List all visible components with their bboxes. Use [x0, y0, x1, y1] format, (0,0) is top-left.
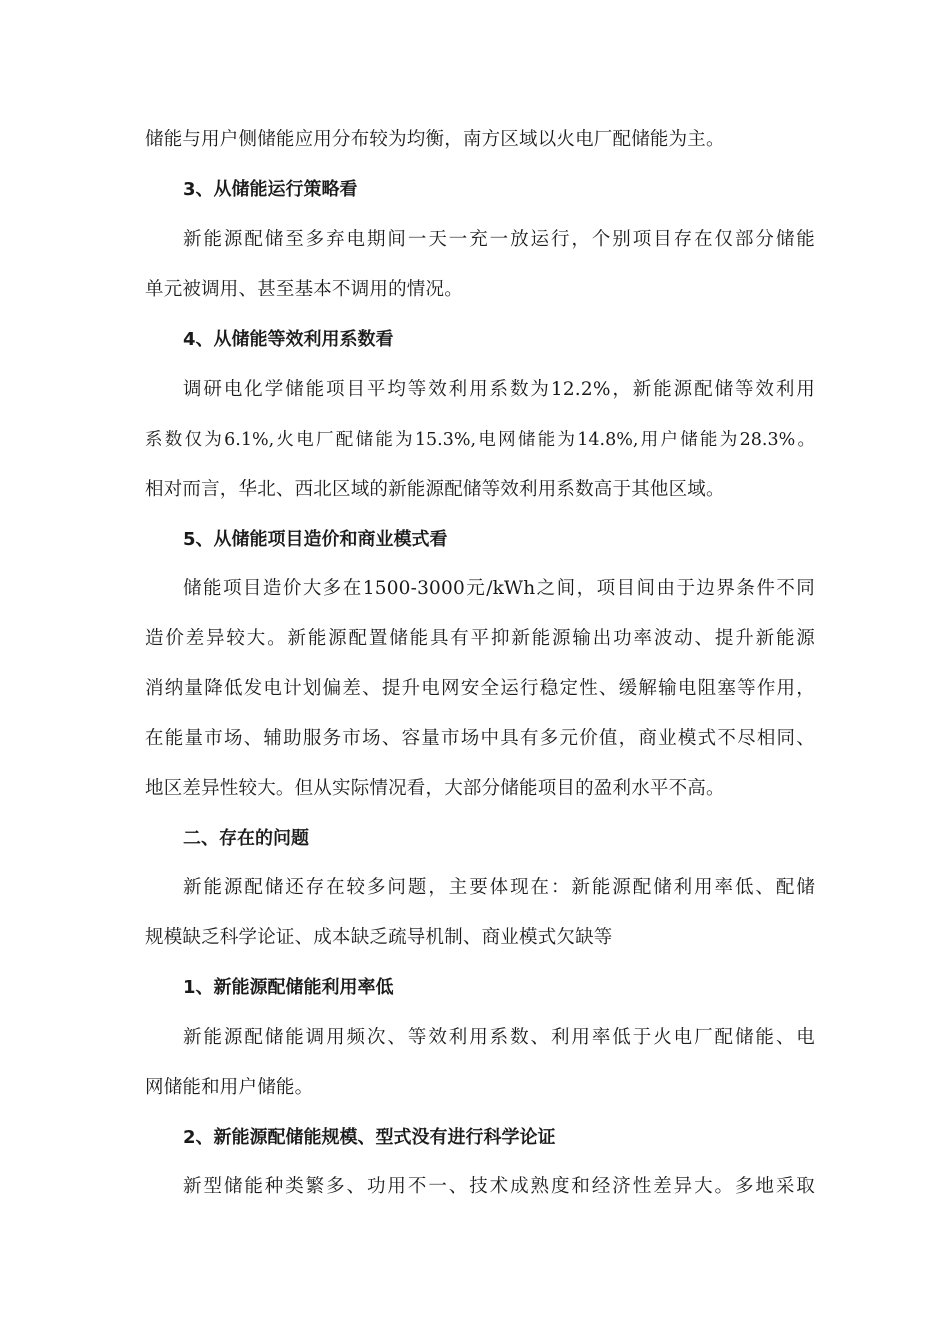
paragraph-line: 相对而言，华北、西北区域的新能源配储等效利用系数高于其他区域。: [145, 479, 725, 500]
paragraph-line: 造价差异较大。新能源配置储能具有平抑新能源输出功率波动、提升新能源: [145, 628, 815, 649]
paragraph-line: 网储能和用户储能。: [145, 1077, 314, 1098]
paragraph-line: 储能与用户侧储能应用分布较为均衡，南方区域以火电厂配储能为主。: [145, 129, 725, 150]
section-heading-utilization-coefficient: 4、从储能等效利用系数看: [183, 329, 394, 350]
paragraph-line: 新能源配储至多弃电期间一天一充一放运行，个别项目存在仅部分储能: [183, 229, 815, 250]
paragraph-line: 地区差异性较大。但从实际情况看，大部分储能项目的盈利水平不高。: [145, 778, 725, 799]
paragraph-line: 新型储能种类繁多、功用不一、技术成熟度和经济性差异大。多地采取: [183, 1176, 815, 1197]
paragraph-line: 单元被调用、甚至基本不调用的情况。: [145, 279, 463, 300]
paragraph-line: 消纳量降低发电计划偏差、提升电网安全运行稳定性、缓解输电阻塞等作用，: [145, 678, 815, 699]
section-heading-scale-not-verified: 2、新能源配储能规模、型式没有进行科学论证: [183, 1127, 556, 1148]
section-heading-operation-strategy: 3、从储能运行策略看: [183, 179, 358, 200]
paragraph-line: 储能项目造价大多在1500-3000元/kWh之间，项目间由于边界条件不同: [183, 578, 815, 599]
section-heading-low-utilization: 1、新能源配储能利用率低: [183, 977, 394, 998]
paragraph-line: 新能源配储还存在较多问题，主要体现在：新能源配储利用率低、配储: [183, 877, 815, 898]
section-heading-existing-problems: 二、存在的问题: [183, 828, 309, 849]
section-heading-cost-business-model: 5、从储能项目造价和商业模式看: [183, 529, 448, 550]
paragraph-line: 新能源配储能调用频次、等效利用系数、利用率低于火电厂配储能、电: [183, 1027, 815, 1048]
paragraph-line: 系数仅为6.1%,火电厂配储能为15.3%,电网储能为14.8%,用户储能为28.3%。: [145, 430, 815, 450]
paragraph-line: 在能量市场、辅助服务市场、容量市场中具有多元价值，商业模式不尽相同、: [145, 728, 815, 749]
paragraph-line: 规模缺乏科学论证、成本缺乏疏导机制、商业模式欠缺等: [145, 927, 613, 948]
paragraph-line: 调研电化学储能项目平均等效利用系数为12.2%，新能源配储等效利用: [183, 379, 815, 400]
